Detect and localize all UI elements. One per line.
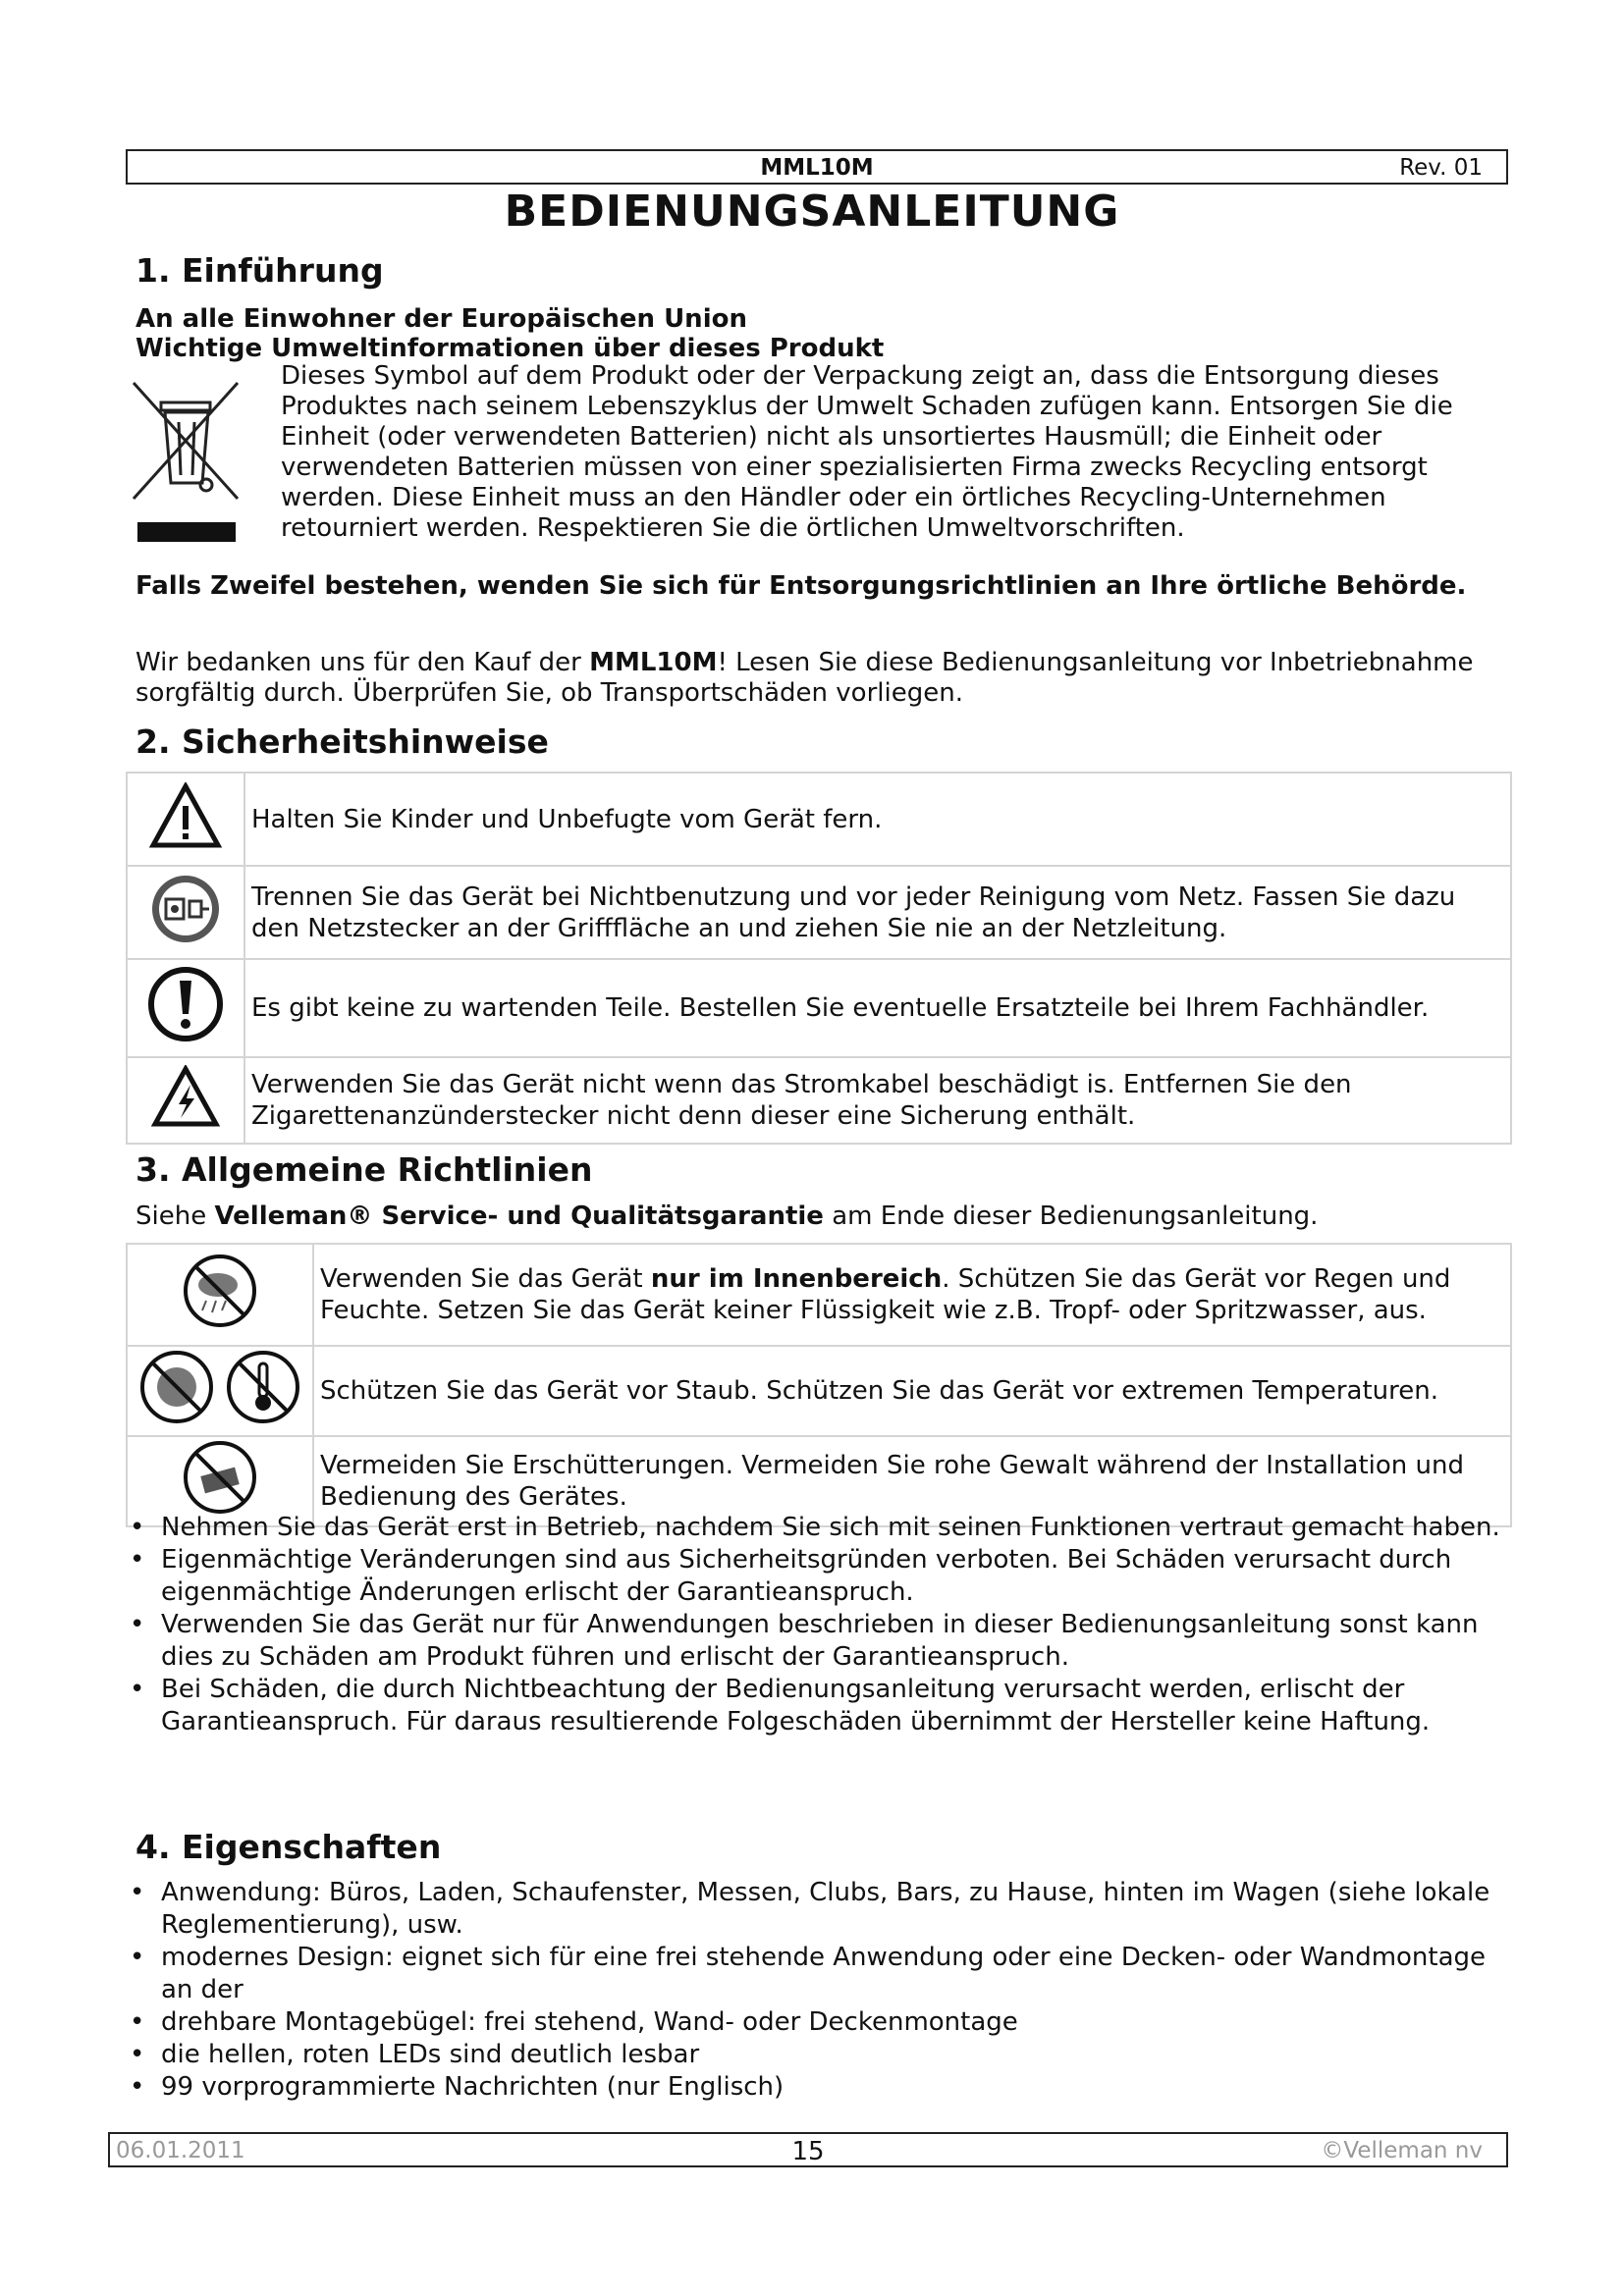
- row1-part-a: Verwenden Sie das Gerät: [320, 1264, 651, 1294]
- thanks-part-b: ! Lesen Sie diese Bedienungsanleitung vor Inbetriebnahme sorgfältig durch. Überprüfen Sie, ob Transportschäden vorliegen.: [135, 648, 1474, 708]
- row1-part-b: . Schützen Sie das Gerät vor Regen und Feuchte. Setzen Sie das Gerät keiner Flüssigkeit wie z.B. Tropf- oder Spritzwasser, aus.: [320, 1264, 1451, 1325]
- section-1-heading: 1. Einführung: [135, 251, 384, 290]
- safety-row: [127, 959, 1511, 1057]
- safety-row: [127, 1057, 1511, 1144]
- safety-text: Verwenden Sie das Gerät nicht wenn das Stromkabel beschädigt is. Entfernen Sie den Zigarettenanzünderstecker nicht denn dieser eine Sicherung enthält.: [244, 1057, 1511, 1144]
- footer-date: 06.01.2011: [116, 2138, 245, 2163]
- footer-copyright: ©Velleman nv: [1321, 2138, 1483, 2163]
- guidelines-bullet-list: [126, 1512, 1520, 1738]
- page-title: BEDIENUNGSANLEITUNG: [504, 187, 1120, 237]
- safety-table: [126, 772, 1512, 1145]
- intro-part-b: am Ende dieser Bedienungsanleitung.: [823, 1201, 1319, 1231]
- disposal-text: Dieses Symbol auf dem Produkt oder der Verpackung zeigt an, dass die Entsorgung dieses Produktes nach seinem Lebenszyklus der Umwelt Schaden zufügen kann. Entsorgen Sie die Einheit (oder verwendeten Batterien) nicht als unsortiertes Hausmüll; die Einheit oder verwendeten Batterien müssen von einer spezialisierten Firma zwecks Recycling entsorgt werden. Diese Einheit muss an den Händler oder ein örtliches Recycling-Unternehmen retourniert werden. Respektieren Sie die örtlichen Umweltvorschriften.: [281, 361, 1453, 543]
- safety-text: Trennen Sie das Gerät bei Nichtbenutzung und vor jeder Reinigung vom Netz. Fassen Sie dazu den Netzstecker an der Grifffläche an und ziehen Sie nie an der Netzleitung.: [244, 866, 1511, 959]
- weee-bin-icon: [126, 373, 244, 550]
- guideline-text: Schützen Sie das Gerät vor Staub. Schützen Sie das Gerät vor extremen Temperaturen.: [313, 1346, 1511, 1436]
- intro-part-a: Siehe: [135, 1201, 215, 1231]
- exclamation-circle-icon: [146, 965, 225, 1043]
- list-item: • Nehmen Sie das Gerät erst in Betrieb, nachdem Sie sich mit seinen Funktionen vertraut gemacht haben.: [126, 1512, 1520, 1544]
- list-item: • die hellen, roten LEDs sind deutlich lesbar: [126, 2039, 1520, 2071]
- thanks-text: [135, 648, 1500, 709]
- doubt-text: Falls Zweifel bestehen, wenden Sie sich für Entsorgungsrichtlinien an Ihre örtliche Behörde.: [135, 571, 1467, 601]
- guideline-text: [313, 1244, 1511, 1346]
- no-rain-icon: [181, 1252, 259, 1330]
- guidelines-table: [126, 1243, 1512, 1527]
- guideline-row: [127, 1244, 1511, 1346]
- section-2-heading: 2. Sicherheitshinweise: [135, 722, 549, 761]
- list-item: • Eigenmächtige Veränderungen sind aus Sicherheitsgründen verboten. Bei Schäden verursacht durch eigenmächtige Änderungen erlischt der Garantieanspruch.: [126, 1544, 1520, 1609]
- unplug-icon: [148, 872, 223, 946]
- model-number: MML10M: [760, 155, 874, 181]
- indoor-only: nur im Innenbereich: [650, 1264, 943, 1294]
- eu-line-1: An alle Einwohner der Europäischen Union: [135, 304, 747, 334]
- safety-row: [127, 773, 1511, 866]
- list-item: • drehbare Montagebügel: frei stehend, Wand- oder Deckenmontage: [126, 2006, 1520, 2039]
- guideline-text: Vermeiden Sie Erschütterungen. Vermeiden Sie rohe Gewalt während der Installation und Bedienung des Gerätes.: [313, 1436, 1511, 1526]
- thanks-part-a: Wir bedanken uns für den Kauf der: [135, 648, 590, 677]
- safety-text: Halten Sie Kinder und Unbefugte vom Gerät fern.: [244, 773, 1511, 866]
- page-header: [126, 149, 1508, 185]
- revision: Rev. 01: [1399, 155, 1483, 181]
- warning-triangle-icon: [149, 782, 222, 849]
- no-extreme-temperature-icon: [224, 1348, 302, 1426]
- page-footer: [108, 2132, 1508, 2167]
- no-dust-icon: [137, 1348, 216, 1426]
- list-item: • modernes Design: eignet sich für eine frei stehende Anwendung oder eine Decken- oder Wandmontage an der: [126, 1942, 1520, 2006]
- safety-row: [127, 866, 1511, 959]
- safety-text: Es gibt keine zu wartenden Teile. Bestellen Sie eventuelle Ersatzteile bei Ihrem Fachhändler.: [244, 959, 1511, 1057]
- no-shock-icon: [181, 1438, 259, 1517]
- thanks-model: MML10M: [589, 648, 718, 677]
- guarantee-intro: [135, 1201, 1318, 1232]
- high-voltage-icon: [151, 1065, 220, 1128]
- features-bullet-list: [126, 1877, 1520, 2104]
- guideline-row: [127, 1346, 1511, 1436]
- list-item: • Verwenden Sie das Gerät nur für Anwendungen beschrieben in dieser Bedienungsanleitung sonst kann dies zu Schäden am Produkt führen und erlischt der Garantieanspruch.: [126, 1609, 1520, 1674]
- section-3-heading: 3. Allgemeine Richtlinien: [135, 1150, 593, 1189]
- list-item: • Bei Schäden, die durch Nichtbeachtung der Bedienungsanleitung verursacht werden, erlischt der Garantieanspruch. Für daraus resultierende Folgeschäden übernimmt der Hersteller keine Haftung.: [126, 1674, 1520, 1738]
- list-item: • Anwendung: Büros, Laden, Schaufenster, Messen, Clubs, Bars, zu Hause, hinten im Wagen (siehe lokale Reglementierung), usw.: [126, 1877, 1520, 1942]
- list-item: • 99 vorprogrammierte Nachrichten (nur Englisch): [126, 2071, 1520, 2104]
- page-number: 15: [791, 2137, 825, 2166]
- section-4-heading: 4. Eigenschaften: [135, 1828, 442, 1866]
- eu-line-2: Wichtige Umweltinformationen über dieses Produkt: [135, 334, 885, 363]
- intro-velleman-service: Velleman® Service- und Qualitätsgarantie: [214, 1201, 824, 1231]
